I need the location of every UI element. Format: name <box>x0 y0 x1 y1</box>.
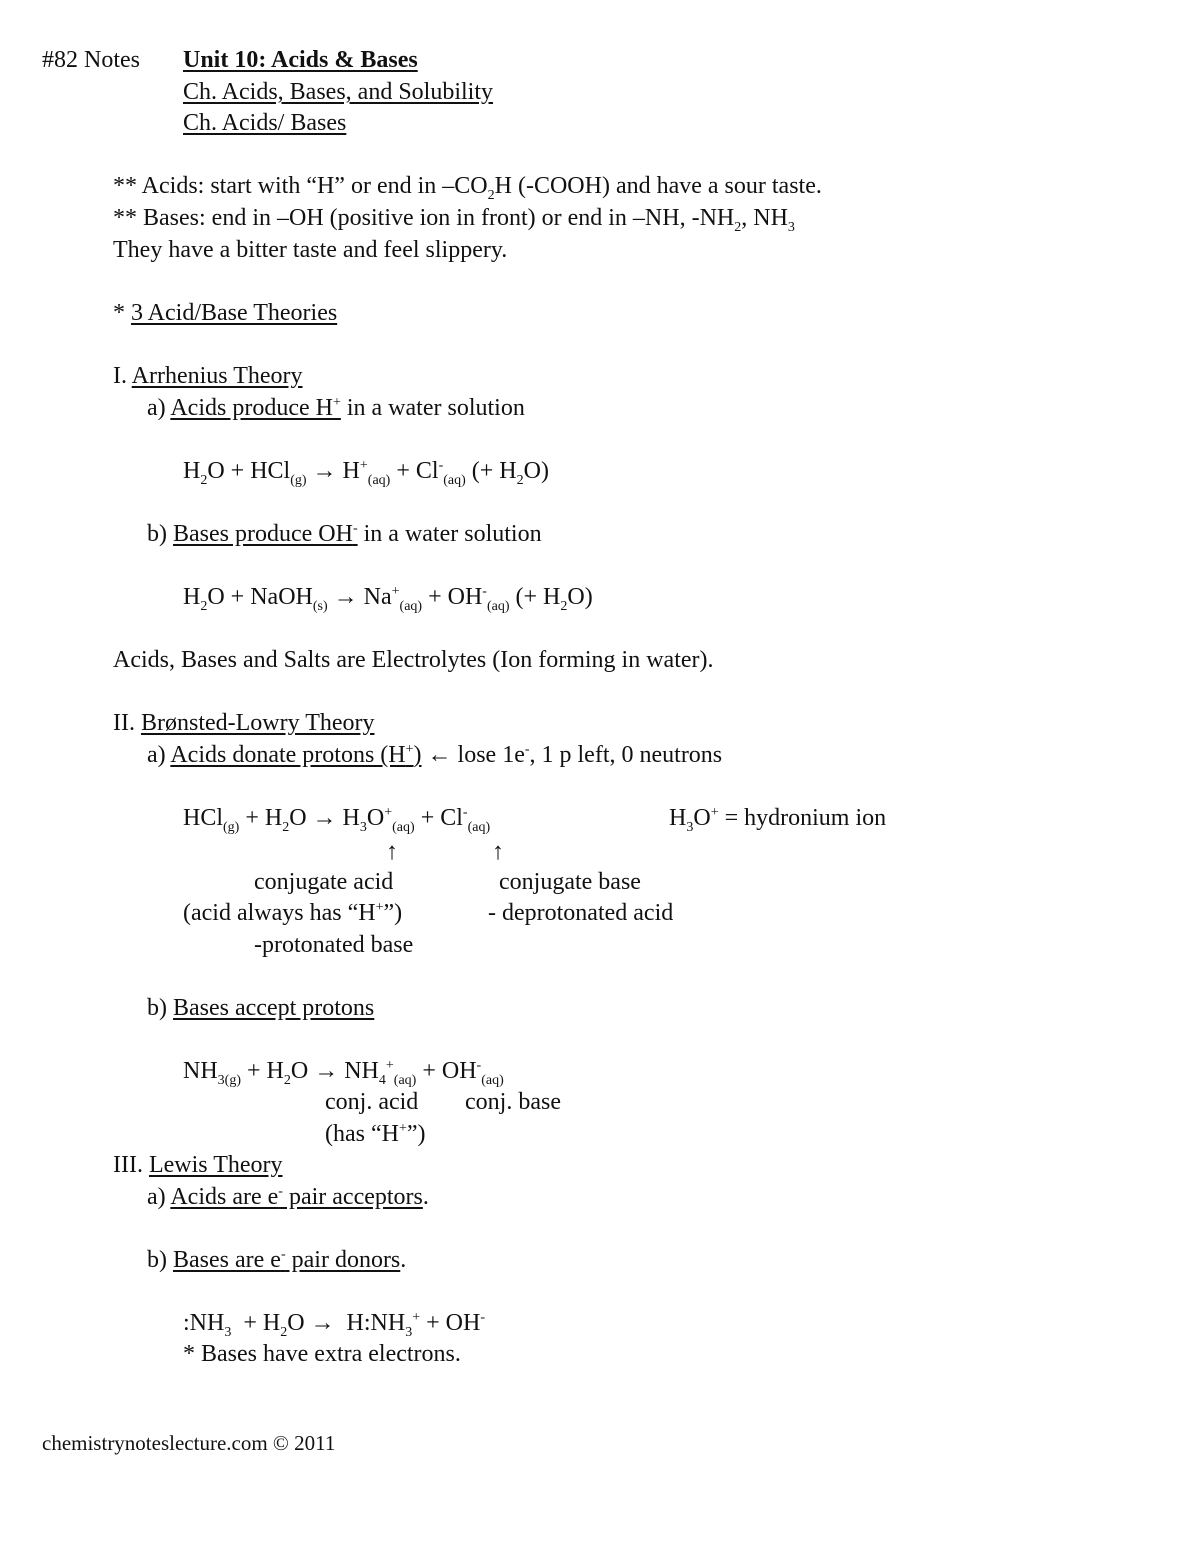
arrhenius-heading: I. Arrhenius Theory <box>113 363 303 389</box>
arrhenius-base-equation: $H_2O$ + NaOH$_{(s)}$ → $Na^+_{(aq)} + OH^-_{(aq)}$ (+ $H_2O$) <box>183 584 593 614</box>
lewis-bases: b) Bases are e- pair donors. <box>147 1247 407 1273</box>
footer-copyright: chemistrynoteslecture.com © 2011 <box>42 1431 336 1455</box>
unit-title: Unit 10: Acids & Bases <box>183 47 418 73</box>
arrhenius-bases: b) Bases produce OH- in a water solution <box>147 521 542 547</box>
up-arrow-icon: ↑ <box>492 839 504 865</box>
lewis-acids: a) Acids are e- pair acceptors. <box>147 1184 429 1210</box>
chapter-title-1: Ch. Acids, Bases, and Solubility <box>183 79 494 105</box>
conjugate-acid-label: conjugate acid <box>254 869 394 895</box>
bronsted-base-equation: $NH_{3(g)} + H_2O \to NH_4^+_{(aq)} + OH^-_{(aq)}$ <box>183 1058 504 1088</box>
protonated-base-note: -protonated base <box>254 932 414 958</box>
deprotonated-acid-note: - deprotonated acid <box>488 900 674 926</box>
conjugate-base-label: conjugate base <box>499 869 641 895</box>
lewis-equation: $:NH_3 + H_2O$ → $H:NH_3^+ + OH^-$ <box>183 1310 485 1340</box>
bronsted-acids: a) Acids donate protons (H+) ← lose 1e-, 1 p left, 0 neutrons <box>147 742 723 768</box>
bases-definition: ** Bases: end in –OH (positive ion in front) or end in –NH, $-NH_2$, $NH_3$ <box>113 205 795 235</box>
chapter-title-2: Ch. Acids/ Bases <box>183 110 347 136</box>
hydronium-note: $H_3O^+$ = hydronium ion <box>669 805 887 835</box>
conjugate-acid-note: (acid always has “H+”) <box>183 900 403 926</box>
acids-definition: ** Acids: start with “H” or end in $-CO_2H$ (-COOH) and have a sour taste. <box>113 173 822 203</box>
theories-heading: * 3 Acid/Base Theories <box>113 300 338 326</box>
arrhenius-acids: a) Acids produce H+ in a water solution <box>147 395 525 421</box>
electrolytes-note: Acids, Bases and Salts are Electrolytes (Ion forming in water). <box>113 647 714 673</box>
lewis-heading: III. Lewis Theory <box>113 1152 283 1178</box>
bronsted-bases: b) Bases accept protons <box>147 995 375 1021</box>
conj-base-label: conj. base <box>465 1089 561 1115</box>
arrhenius-acid-equation: $H_2O + HCl_{(g)} \to H^+_{(aq)} + Cl^-_{(aq)}$ (+ $H_2O$) <box>183 458 549 488</box>
conj-acid-label: conj. acid <box>325 1089 419 1115</box>
has-h-note: (has “H+”) <box>325 1121 426 1147</box>
bases-properties: They have a bitter taste and feel slippery. <box>113 237 508 263</box>
bronsted-acid-equation: $HCl_{(g)} + H_2O \to H_3O^+_{(aq)} + Cl^-_{(aq)}$ <box>183 805 491 835</box>
up-arrow-icon: ↑ <box>386 839 398 865</box>
lewis-note: * Bases have extra electrons. <box>183 1341 461 1367</box>
bronsted-heading: II. Brønsted-Lowry Theory <box>113 710 375 736</box>
notes-label: #82 Notes <box>42 47 140 73</box>
